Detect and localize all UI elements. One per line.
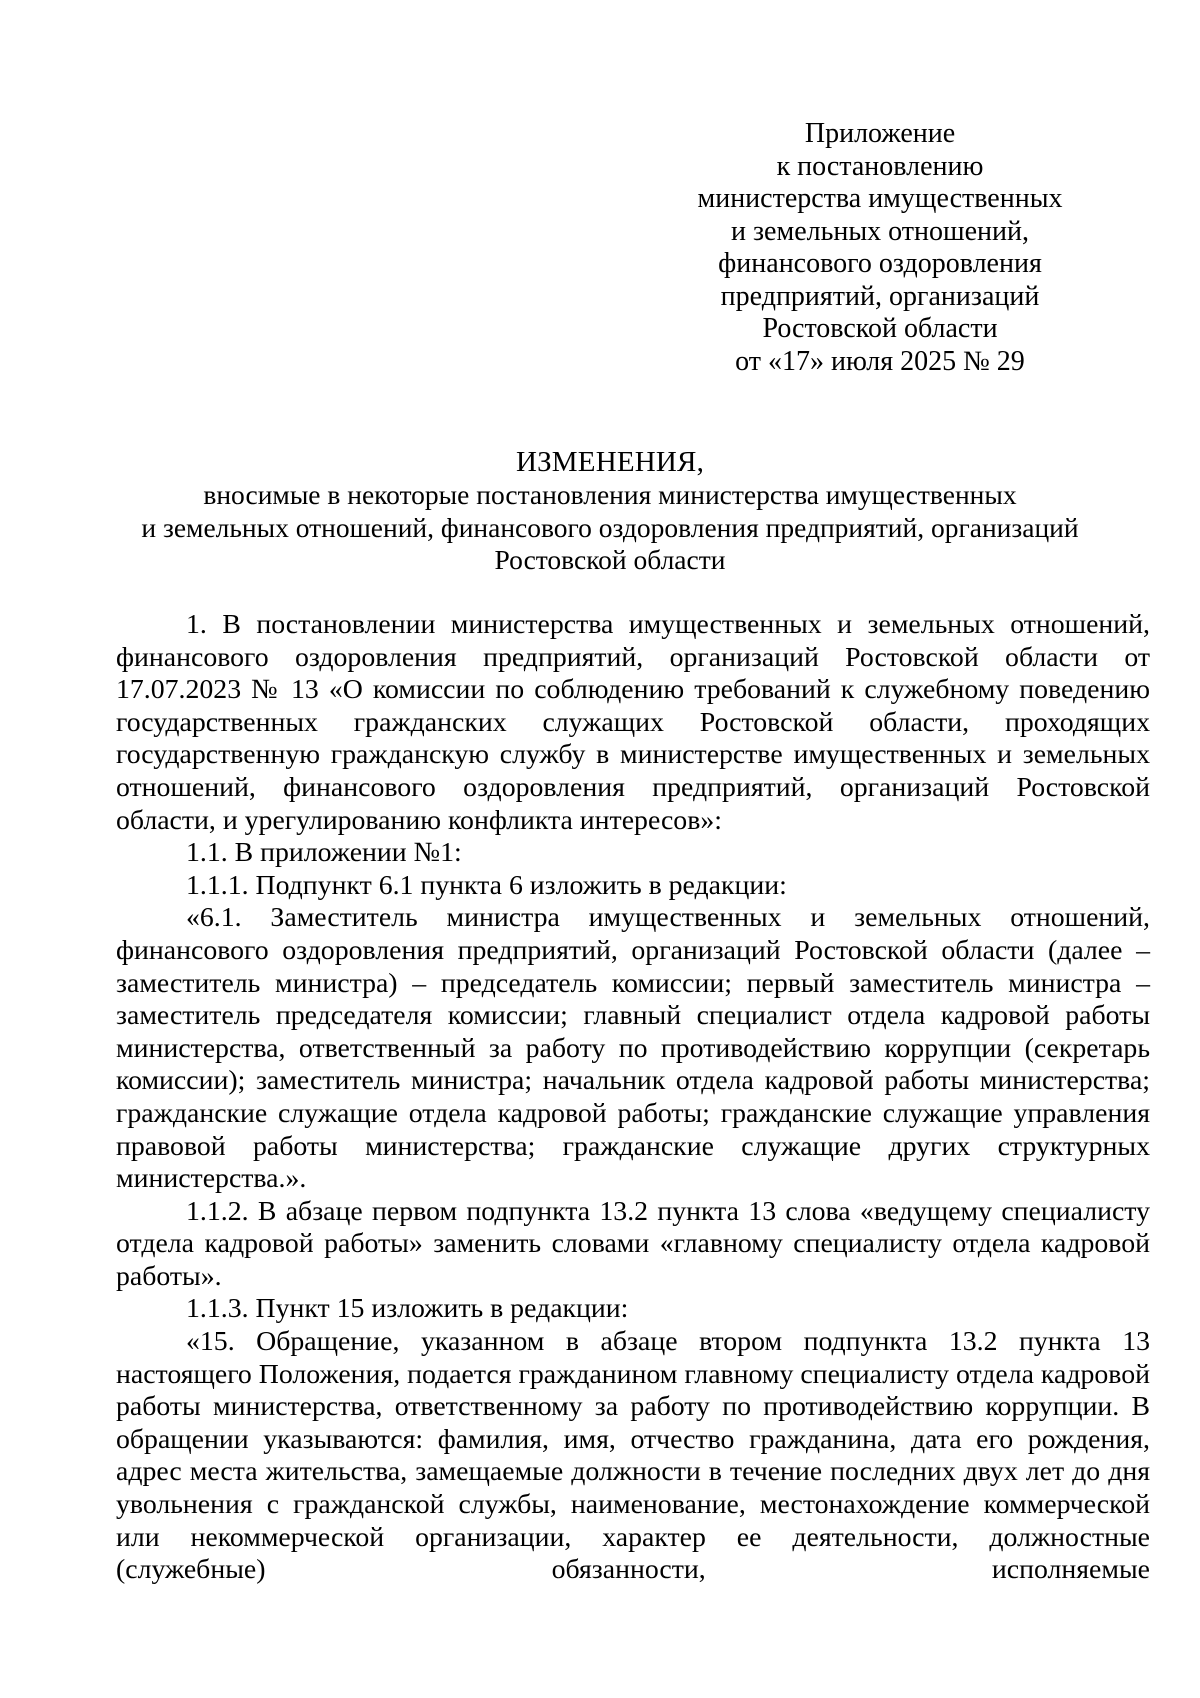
body-paragraph: «15. Обращение, указанном в абзаце втором подпункта 13.2 пункта 13 настоящего Положения, подается гражданином главному специалисту отдела кадровой работы министерства, ответственному за работу по противодействию коррупции. В обращении указываются: фамилия, имя, отчество гражданина, дата его рождения, адрес места жительства, замещаемые должности в течение последних двух лет до дня увольнения с гражданской службы, наименование, местонахождение коммерческой или некоммерческой организации, характер ее деятельности, должностные (служебные) обязанности, исполняемые [116,1326,1150,1586]
appendix-line: Ростовской области [762,313,998,344]
document-subtitle-line: Ростовской области [494,544,726,575]
body-paragraph: 1.1. В приложении №1: [186,837,462,869]
appendix-line: и земельных отношений, [731,215,1029,247]
appendix-block [660,118,1100,378]
appendix-line: Приложение [804,118,956,149]
document-title: ИЗМЕНЕНИЯ, [515,446,705,478]
appendix-line: предприятий, организаций [720,280,1040,312]
document-heading [110,445,1110,577]
appendix-line: к постановлению [776,150,984,182]
appendix-line: финансового оздоровления [718,248,1042,279]
body-paragraph: «6.1. Заместитель министра имущественных и земельных отношений, финансового оздоровления предприятий, организаций Ростовской области (далее – заместитель министра) – председатель комиссии; первый заместитель министра – заместитель председателя комиссии; главный специалист отдела кадровой работы министерства, ответственный за работу по противодействию коррупции (секретарь комиссии); заместитель министра; начальник отдела кадровой работы министерства; гражданские служащие отдела кадровой работы; гражданские служащие управления правовой работы министерства; гражданские служащие других структурных министерства.». [116,902,1150,1195]
document-subtitle-line: вносимые в некоторые постановления министерства имущественных [203,479,1017,510]
document-subtitle-line: и земельных отношений, финансового оздоровления предприятий, организаций [141,511,1079,543]
body-paragraph: 1. В постановлении министерства имущественных и земельных отношений, финансового оздоровления предприятий, организаций Ростовской области от 17.07.2023 № 13 «О комиссии по соблюдению требований к служебному поведению государственных гражданских служащих Ростовской области, проходящих государственную гражданскую службу в министерстве имущественных и земельных отношений, финансового оздоровления предприятий, организаций Ростовской области, и урегулированию конфликта интересов»: [116,609,1150,836]
document-body [116,609,1150,1587]
body-paragraph: 1.1.2. В абзаце первом подпункта 13.2 пункта 13 слова «ведущему специалисту отдела кадровой работы» заменить словами «главному специалисту отдела кадровой работы». [116,1195,1150,1292]
body-paragraph: 1.1.3. Пункт 15 изложить в редакции: [186,1293,629,1325]
body-paragraph: 1.1.1. Подпункт 6.1 пункта 6 изложить в редакции: [186,869,787,901]
appendix-line: министерства имущественных [697,183,1063,214]
appendix-line: от «17» июля 2025 № 29 [735,345,1025,377]
